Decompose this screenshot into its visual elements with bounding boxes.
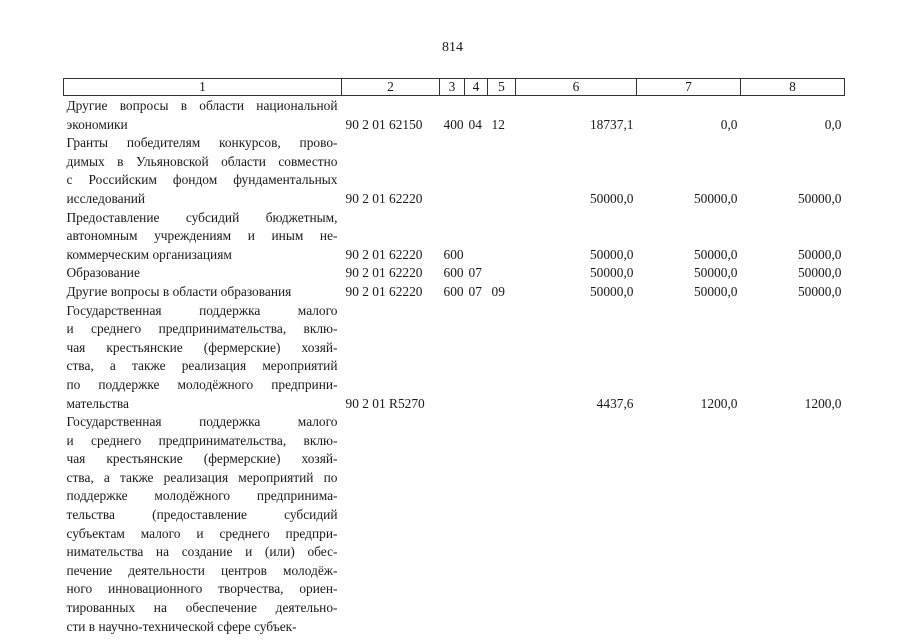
row-name xyxy=(64,209,342,265)
row-value-col6: 18737,1 xyxy=(589,116,634,132)
row-value-col6: 50000,0 xyxy=(589,246,634,262)
table-body xyxy=(64,96,845,637)
table-row xyxy=(64,413,845,636)
row-name xyxy=(64,413,342,636)
row-name xyxy=(64,264,342,283)
row-name xyxy=(64,302,342,414)
row-name-line: чая крестьянские (фермерские) хозяй- xyxy=(66,451,338,467)
row-name-line: сти в научно-технической сфере субъек- xyxy=(66,618,297,634)
header-col-8: 8 xyxy=(741,79,845,96)
header-col-5: 5 xyxy=(488,79,516,96)
table-row xyxy=(64,96,845,135)
row-value-col7: 50000,0 xyxy=(693,190,738,206)
row-subsection-code xyxy=(488,264,516,283)
row-name-line: субъектам малого и среднего предпри- xyxy=(66,525,338,541)
row-type-code: 400 xyxy=(443,116,464,132)
row-value-col8: 50000,0 xyxy=(797,190,842,206)
table-row xyxy=(64,209,845,265)
table-row xyxy=(64,283,845,302)
row-name-line: тельства (предоставление субсидий xyxy=(66,507,338,523)
header-col-4: 4 xyxy=(465,79,488,96)
row-name-line: экономики xyxy=(66,116,128,132)
row-subsection-code: 12 xyxy=(491,116,505,132)
row-code: 90 2 01 62220 xyxy=(345,265,423,281)
header-col-6: 6 xyxy=(516,79,637,96)
row-name-line: ства, а также реализация мероприятий xyxy=(66,358,338,374)
row-type-code xyxy=(440,413,465,636)
row-code: 90 2 01 62220 xyxy=(345,283,423,299)
row-section-code: 07 xyxy=(468,265,482,281)
row-name-line: Образование xyxy=(66,265,140,281)
page-number: 814 xyxy=(442,40,463,55)
row-name-line: ного инновационного творчества, ориен- xyxy=(66,581,338,597)
header-col-7: 7 xyxy=(637,79,741,96)
row-name-line: ства, а также реализация мероприятий по xyxy=(66,469,338,485)
row-name-line: Государственная поддержка малого xyxy=(66,414,338,430)
table-row xyxy=(64,264,845,283)
row-name-line: исследований xyxy=(66,190,146,206)
row-code: 90 2 01 62220 xyxy=(345,190,423,206)
row-name-line: автономным учреждениям и иным не- xyxy=(66,228,338,244)
row-type-code: 600 xyxy=(443,265,464,281)
row-value-col7: 0,0 xyxy=(720,116,738,132)
row-name-line: нимательства на создание и (или) обес- xyxy=(66,544,338,560)
row-section-code xyxy=(465,209,488,265)
row-name-line: по поддержке молодёжного предприни- xyxy=(66,376,338,392)
row-name-line: и среднего предпринимательства, вклю- xyxy=(66,432,338,448)
row-value-col6 xyxy=(516,413,637,636)
row-type-code: 600 xyxy=(443,283,464,299)
row-name-line: печение деятельности центров молодёж- xyxy=(66,562,338,578)
row-value-col8: 0,0 xyxy=(824,116,842,132)
row-name-line: Другие вопросы в области национальной xyxy=(66,98,338,113)
row-value-col6: 4437,6 xyxy=(596,395,634,411)
row-type-code xyxy=(440,134,465,208)
row-subsection-code xyxy=(488,209,516,265)
header-col-1: 1 xyxy=(64,79,342,96)
row-name-line: поддержке молодёжного предпринима- xyxy=(66,488,338,504)
row-name-line: Государственная поддержка малого xyxy=(66,302,338,318)
header-col-2: 2 xyxy=(342,79,440,96)
row-code: 90 2 01 62150 xyxy=(345,116,423,132)
table-row xyxy=(64,134,845,208)
row-name-line: коммерческим организациям xyxy=(66,246,232,262)
row-name-line: Предоставление субсидий бюджетным, xyxy=(66,209,338,225)
row-name-line: тированных на обеспечение деятельно- xyxy=(66,600,338,616)
row-subsection-code xyxy=(488,413,516,636)
row-subsection-code xyxy=(488,302,516,414)
row-section-code xyxy=(465,413,488,636)
row-value-col7 xyxy=(637,413,741,636)
row-type-code: 600 xyxy=(443,246,464,262)
row-code xyxy=(342,413,440,636)
row-value-col8: 1200,0 xyxy=(804,395,842,411)
row-value-col7: 1200,0 xyxy=(700,395,738,411)
budget-table xyxy=(63,78,845,636)
row-value-col6: 50000,0 xyxy=(589,190,634,206)
row-value-col8: 50000,0 xyxy=(797,265,842,281)
row-name-line: димых в Ульяновской области совместно xyxy=(66,153,338,169)
row-value-col6: 50000,0 xyxy=(589,265,634,281)
row-code: 90 2 01 62220 xyxy=(345,246,423,262)
row-value-col8 xyxy=(741,413,845,636)
row-value-col7: 50000,0 xyxy=(693,283,738,299)
row-name-line: Другие вопросы в области образования xyxy=(66,283,292,299)
row-name-line: мательства xyxy=(66,395,129,411)
header-row xyxy=(64,79,845,96)
row-subsection-code xyxy=(488,134,516,208)
row-name xyxy=(64,134,342,208)
row-type-code xyxy=(440,302,465,414)
row-name xyxy=(64,96,342,135)
row-name-line: с Российским фондом фундаментальных xyxy=(66,172,338,188)
row-subsection-code: 09 xyxy=(491,283,505,299)
row-section-code: 07 xyxy=(468,283,482,299)
row-code: 90 2 01 R5270 xyxy=(345,395,425,411)
row-name-line: Гранты победителям конкурсов, прово- xyxy=(66,135,338,151)
row-name xyxy=(64,283,342,302)
row-name-line: чая крестьянские (фермерские) хозяй- xyxy=(66,339,338,355)
header-col-3: 3 xyxy=(440,79,465,96)
row-value-col7: 50000,0 xyxy=(693,246,738,262)
row-section-code xyxy=(465,134,488,208)
row-section-code: 04 xyxy=(468,116,482,132)
row-value-col6: 50000,0 xyxy=(589,283,634,299)
row-name-line: и среднего предпринимательства, вклю- xyxy=(66,321,338,337)
row-value-col8: 50000,0 xyxy=(797,246,842,262)
row-section-code xyxy=(465,302,488,414)
row-value-col7: 50000,0 xyxy=(693,265,738,281)
table-header xyxy=(64,79,845,96)
row-value-col8: 50000,0 xyxy=(797,283,842,299)
table-row xyxy=(64,302,845,414)
